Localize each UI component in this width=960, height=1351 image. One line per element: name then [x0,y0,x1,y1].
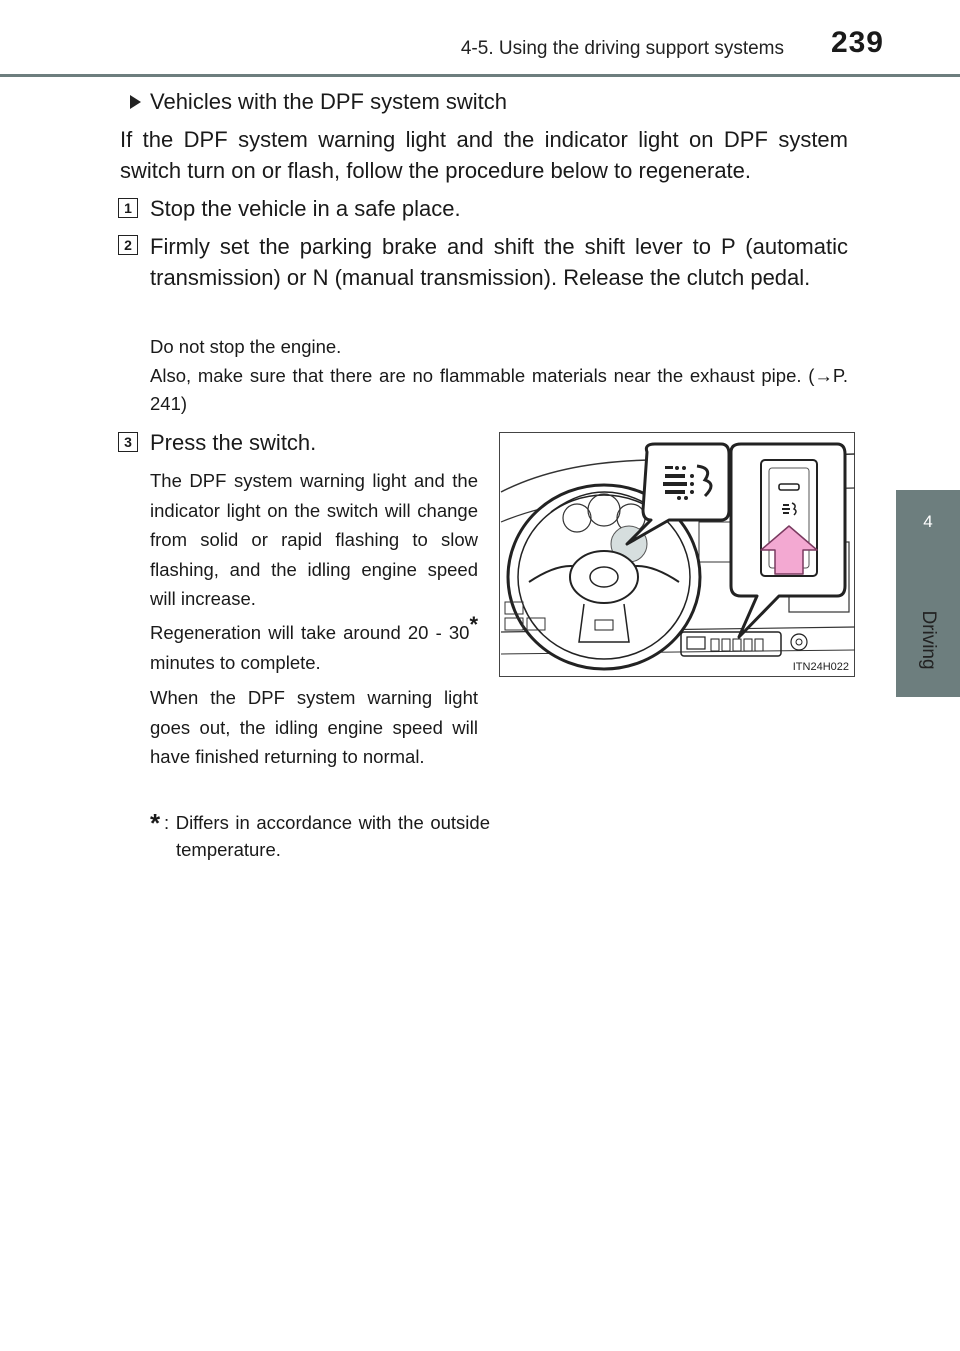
page-number: 239 [830,26,884,59]
step-3-paragraph-2-end: minutes to complete. [150,652,321,673]
step-3-paragraph-2-text: Regeneration will take around 20 - 30 [150,622,470,643]
step-number-3: 3 [118,432,138,452]
bullet-triangle-icon [130,95,141,109]
step-number-2: 2 [118,235,138,255]
asterisk-mark: * [469,611,478,637]
dashboard-svg [499,432,855,677]
header-rule [0,74,960,77]
step-2-note-1: Do not stop the engine. [150,336,342,357]
dashboard-illustration [499,432,855,677]
chapter-label: Driving [918,610,939,670]
step-2-text: Firmly set the parking brake and shift the shift lever to P (automatic transmission) or N (manual transmission). Release the clutch pedal. [150,234,848,290]
step-number-1: 1 [118,198,138,218]
step-3-paragraph-3: When the DPF system warning light goes out, the idling engine speed will have finished returning to normal. [150,687,478,767]
footnote-text: : Differs in accordance with the outside temperature. [164,812,490,860]
step-3-text: Press the switch. [150,430,317,455]
step-3-paragraph-2 [150,611,478,678]
bullet-heading: Vehicles with the DPF system switch [150,89,508,114]
chapter-number: 4 [923,512,933,531]
section-title: 4-5. Using the driving support systems [460,38,784,59]
step-1-text: Stop the vehicle in a safe place. [150,196,461,221]
intro-paragraph: If the DPF system warning light and the indicator light on DPF system switch turn on or flash, follow the procedure below to regenerate. [120,127,848,183]
footnote-asterisk: * [150,808,161,838]
figure-code: ITN24H022 [792,661,849,673]
step-3-paragraph-1: The DPF system warning light and the indicator light on the switch will change from solid or rapid flashing to slow flashing, and the idling engine speed will increase. [150,470,478,609]
step-2-note-2: Also, make sure that there are no flammable materials near the exhaust pipe. (→P. 241) [150,365,848,414]
